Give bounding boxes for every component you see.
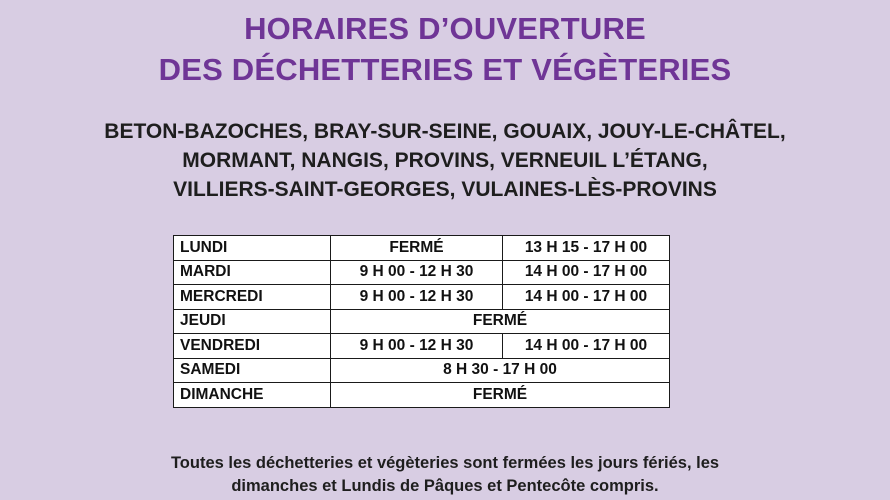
town-list-line-3: VILLIERS-SAINT-GEORGES, VULAINES-LÈS-PROVINS xyxy=(173,178,717,201)
full-day-cell: FERMÉ xyxy=(331,309,670,334)
table-row-saturday xyxy=(174,358,670,383)
morning-cell: 9 H 00 - 12 H 30 xyxy=(331,260,503,285)
morning-cell: FERMÉ xyxy=(331,236,503,261)
afternoon-cell: 13 H 15 - 17 H 00 xyxy=(503,236,670,261)
morning-cell: 9 H 00 - 12 H 30 xyxy=(331,334,503,359)
table-row-monday xyxy=(174,236,670,261)
day-cell: LUNDI xyxy=(174,236,331,261)
title-line-2: DES DÉCHETTERIES ET VÉGÈTERIES xyxy=(158,52,732,87)
title-line-1: HORAIRES D’OUVERTURE xyxy=(244,11,646,46)
day-cell: DIMANCHE xyxy=(174,383,331,408)
holiday-note-line-2: dimanches et Lundis de Pâques et Pentecôte compris. xyxy=(231,477,659,495)
day-cell: VENDREDI xyxy=(174,334,331,359)
town-list xyxy=(0,117,890,204)
table-row-sunday xyxy=(174,383,670,408)
table-row-friday xyxy=(174,334,670,359)
table-row-tuesday xyxy=(174,260,670,285)
full-day-cell: 8 H 30 - 17 H 00 xyxy=(331,358,670,383)
full-day-cell: FERMÉ xyxy=(331,383,670,408)
holiday-note xyxy=(0,452,890,498)
afternoon-cell: 14 H 00 - 17 H 00 xyxy=(503,260,670,285)
day-cell: MARDI xyxy=(174,260,331,285)
afternoon-cell: 14 H 00 - 17 H 00 xyxy=(503,334,670,359)
page-title xyxy=(0,8,890,90)
day-cell: JEUDI xyxy=(174,309,331,334)
afternoon-cell: 14 H 00 - 17 H 00 xyxy=(503,285,670,310)
hours-table xyxy=(173,235,670,408)
town-list-line-2: MORMANT, NANGIS, PROVINS, VERNEUIL L’ÉTANG, xyxy=(182,149,708,172)
town-list-line-1: BETON-BAZOCHES, BRAY-SUR-SEINE, GOUAIX, JOUY-LE-CHÂTEL, xyxy=(104,120,786,143)
day-cell: MERCREDI xyxy=(174,285,331,310)
holiday-note-line-1: Toutes les déchetteries et végèteries sont fermées les jours fériés, les xyxy=(170,454,720,472)
day-cell: SAMEDI xyxy=(174,358,331,383)
table-row-wednesday xyxy=(174,285,670,310)
table-row-thursday xyxy=(174,309,670,334)
morning-cell: 9 H 00 - 12 H 30 xyxy=(331,285,503,310)
